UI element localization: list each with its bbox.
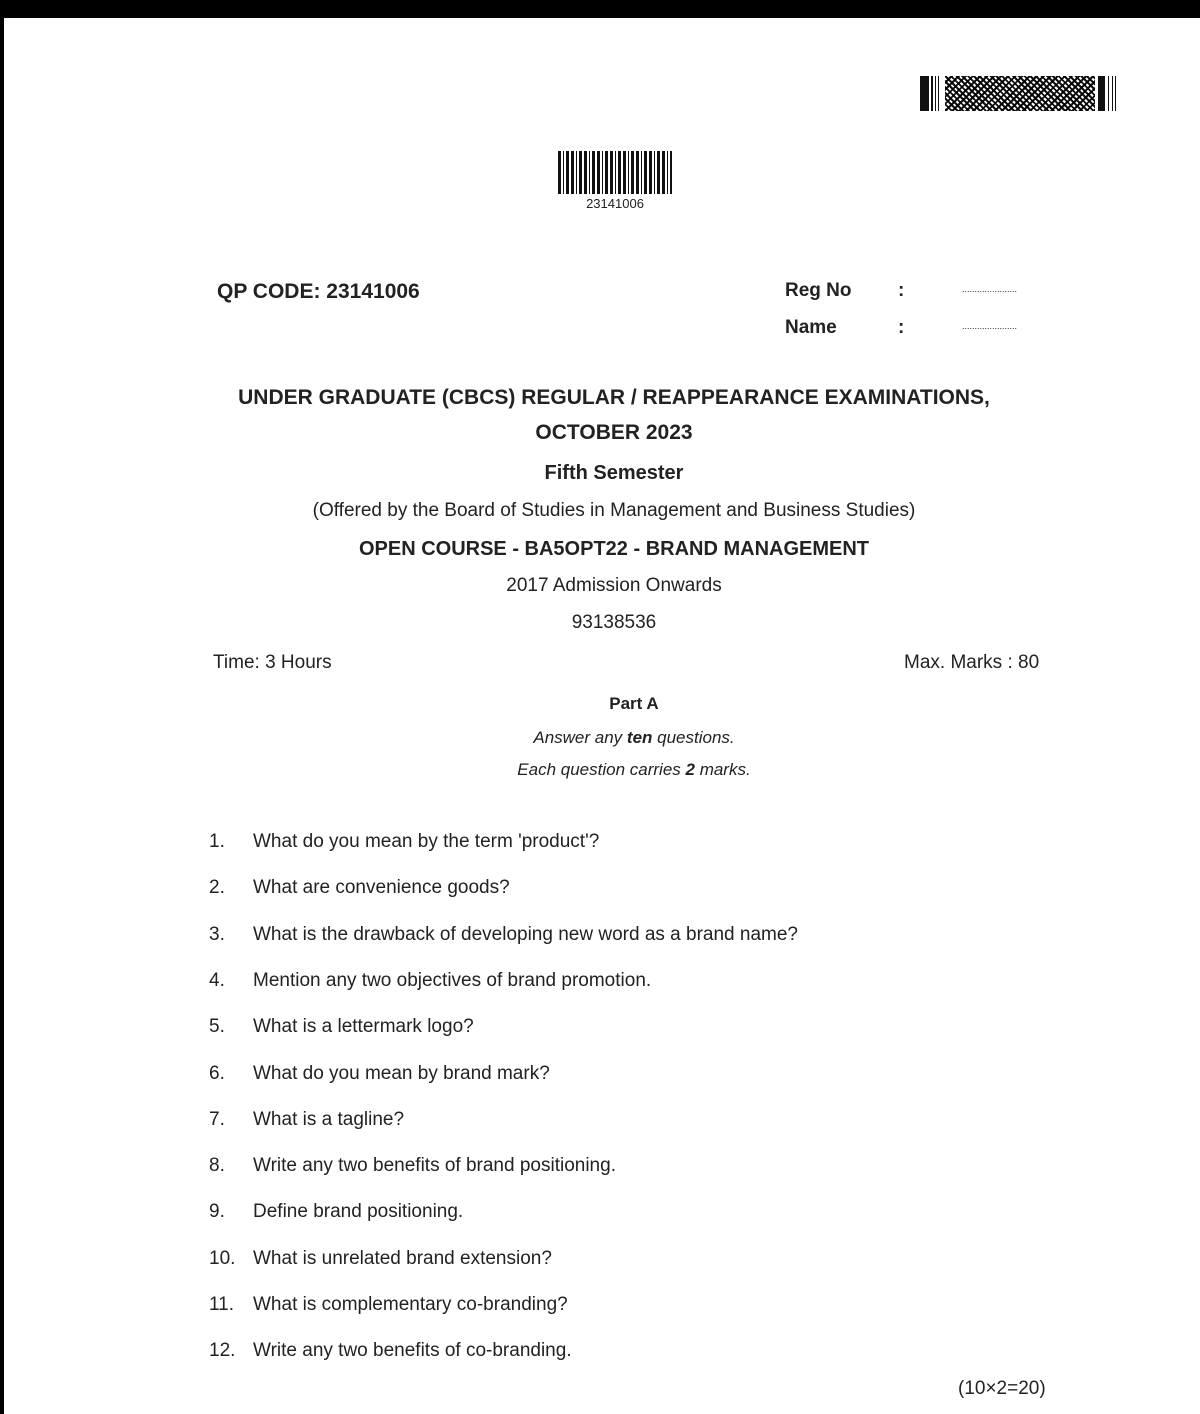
semester: Fifth Semester [544, 462, 684, 484]
pdf417-barcode-icon [920, 76, 1120, 111]
question-number: 9. [209, 1201, 225, 1223]
qp-code: QP CODE: 23141006 [217, 280, 420, 303]
paper-id: 93138536 [571, 612, 657, 633]
barcode-icon [558, 151, 672, 194]
question-text: What is unrelated brand extension? [253, 1247, 552, 1269]
name-blank: ...................... [962, 321, 1018, 331]
reg-no-colon: : [898, 280, 905, 301]
question-number: 4. [209, 969, 225, 991]
reg-no-label: Reg No [785, 280, 852, 301]
instruction-1: Answer any ten questions. [533, 728, 735, 747]
time: Time: 3 Hours [213, 652, 332, 673]
question-text: What do you mean by brand mark? [253, 1062, 550, 1084]
name-label: Name [785, 317, 837, 338]
course-title: OPEN COURSE - BA5OPT22 - BRAND MANAGEMENT [358, 538, 870, 560]
question-text: Mention any two objectives of brand promotion. [253, 969, 652, 991]
question-text: Write any two benefits of brand positioning. [253, 1155, 616, 1177]
barcode-number: 23141006 [586, 196, 644, 211]
question-text: Write any two benefits of co-branding. [253, 1340, 572, 1362]
admission: 2017 Admission Onwards [506, 575, 722, 596]
question-text: What is a tagline? [253, 1108, 405, 1130]
question-text: What do you mean by the term 'product'? [253, 831, 600, 852]
exam-paper-page [4, 18, 1200, 1414]
question-number: 3. [209, 923, 225, 945]
exam-title-line2: OCTOBER 2023 [535, 421, 693, 444]
question-text: What are convenience goods? [253, 877, 510, 899]
instruction-2: Each question carries 2 marks. [517, 760, 751, 779]
part-title: Part A [609, 694, 659, 713]
question-text: Define brand positioning. [253, 1201, 464, 1223]
question-number: 2. [209, 877, 225, 899]
question-number: 10. [209, 1247, 236, 1269]
reg-no-blank: ...................... [962, 284, 1018, 294]
marks-summary: (10×2=20) [958, 1378, 1046, 1399]
question-number: 6. [209, 1062, 225, 1084]
question-number: 11. [209, 1294, 235, 1315]
question-text: What is a lettermark logo? [253, 1016, 474, 1038]
max-marks: Max. Marks : 80 [904, 652, 1040, 673]
question-number: 5. [209, 1016, 225, 1038]
question-number: 7. [209, 1108, 225, 1130]
question-number: 1. [209, 831, 225, 852]
question-number: 8. [209, 1155, 225, 1177]
offered-by: (Offered by the Board of Studies in Management and Business Studies) [312, 500, 916, 521]
question-number: 12. [209, 1340, 236, 1362]
exam-title-line1: UNDER GRADUATE (CBCS) REGULAR / REAPPEARANCE EXAMINATIONS, [238, 386, 990, 409]
question-text: What is complementary co-branding? [253, 1294, 568, 1315]
question-text: What is the drawback of developing new word as a brand name? [253, 923, 798, 945]
name-colon: : [898, 317, 905, 338]
